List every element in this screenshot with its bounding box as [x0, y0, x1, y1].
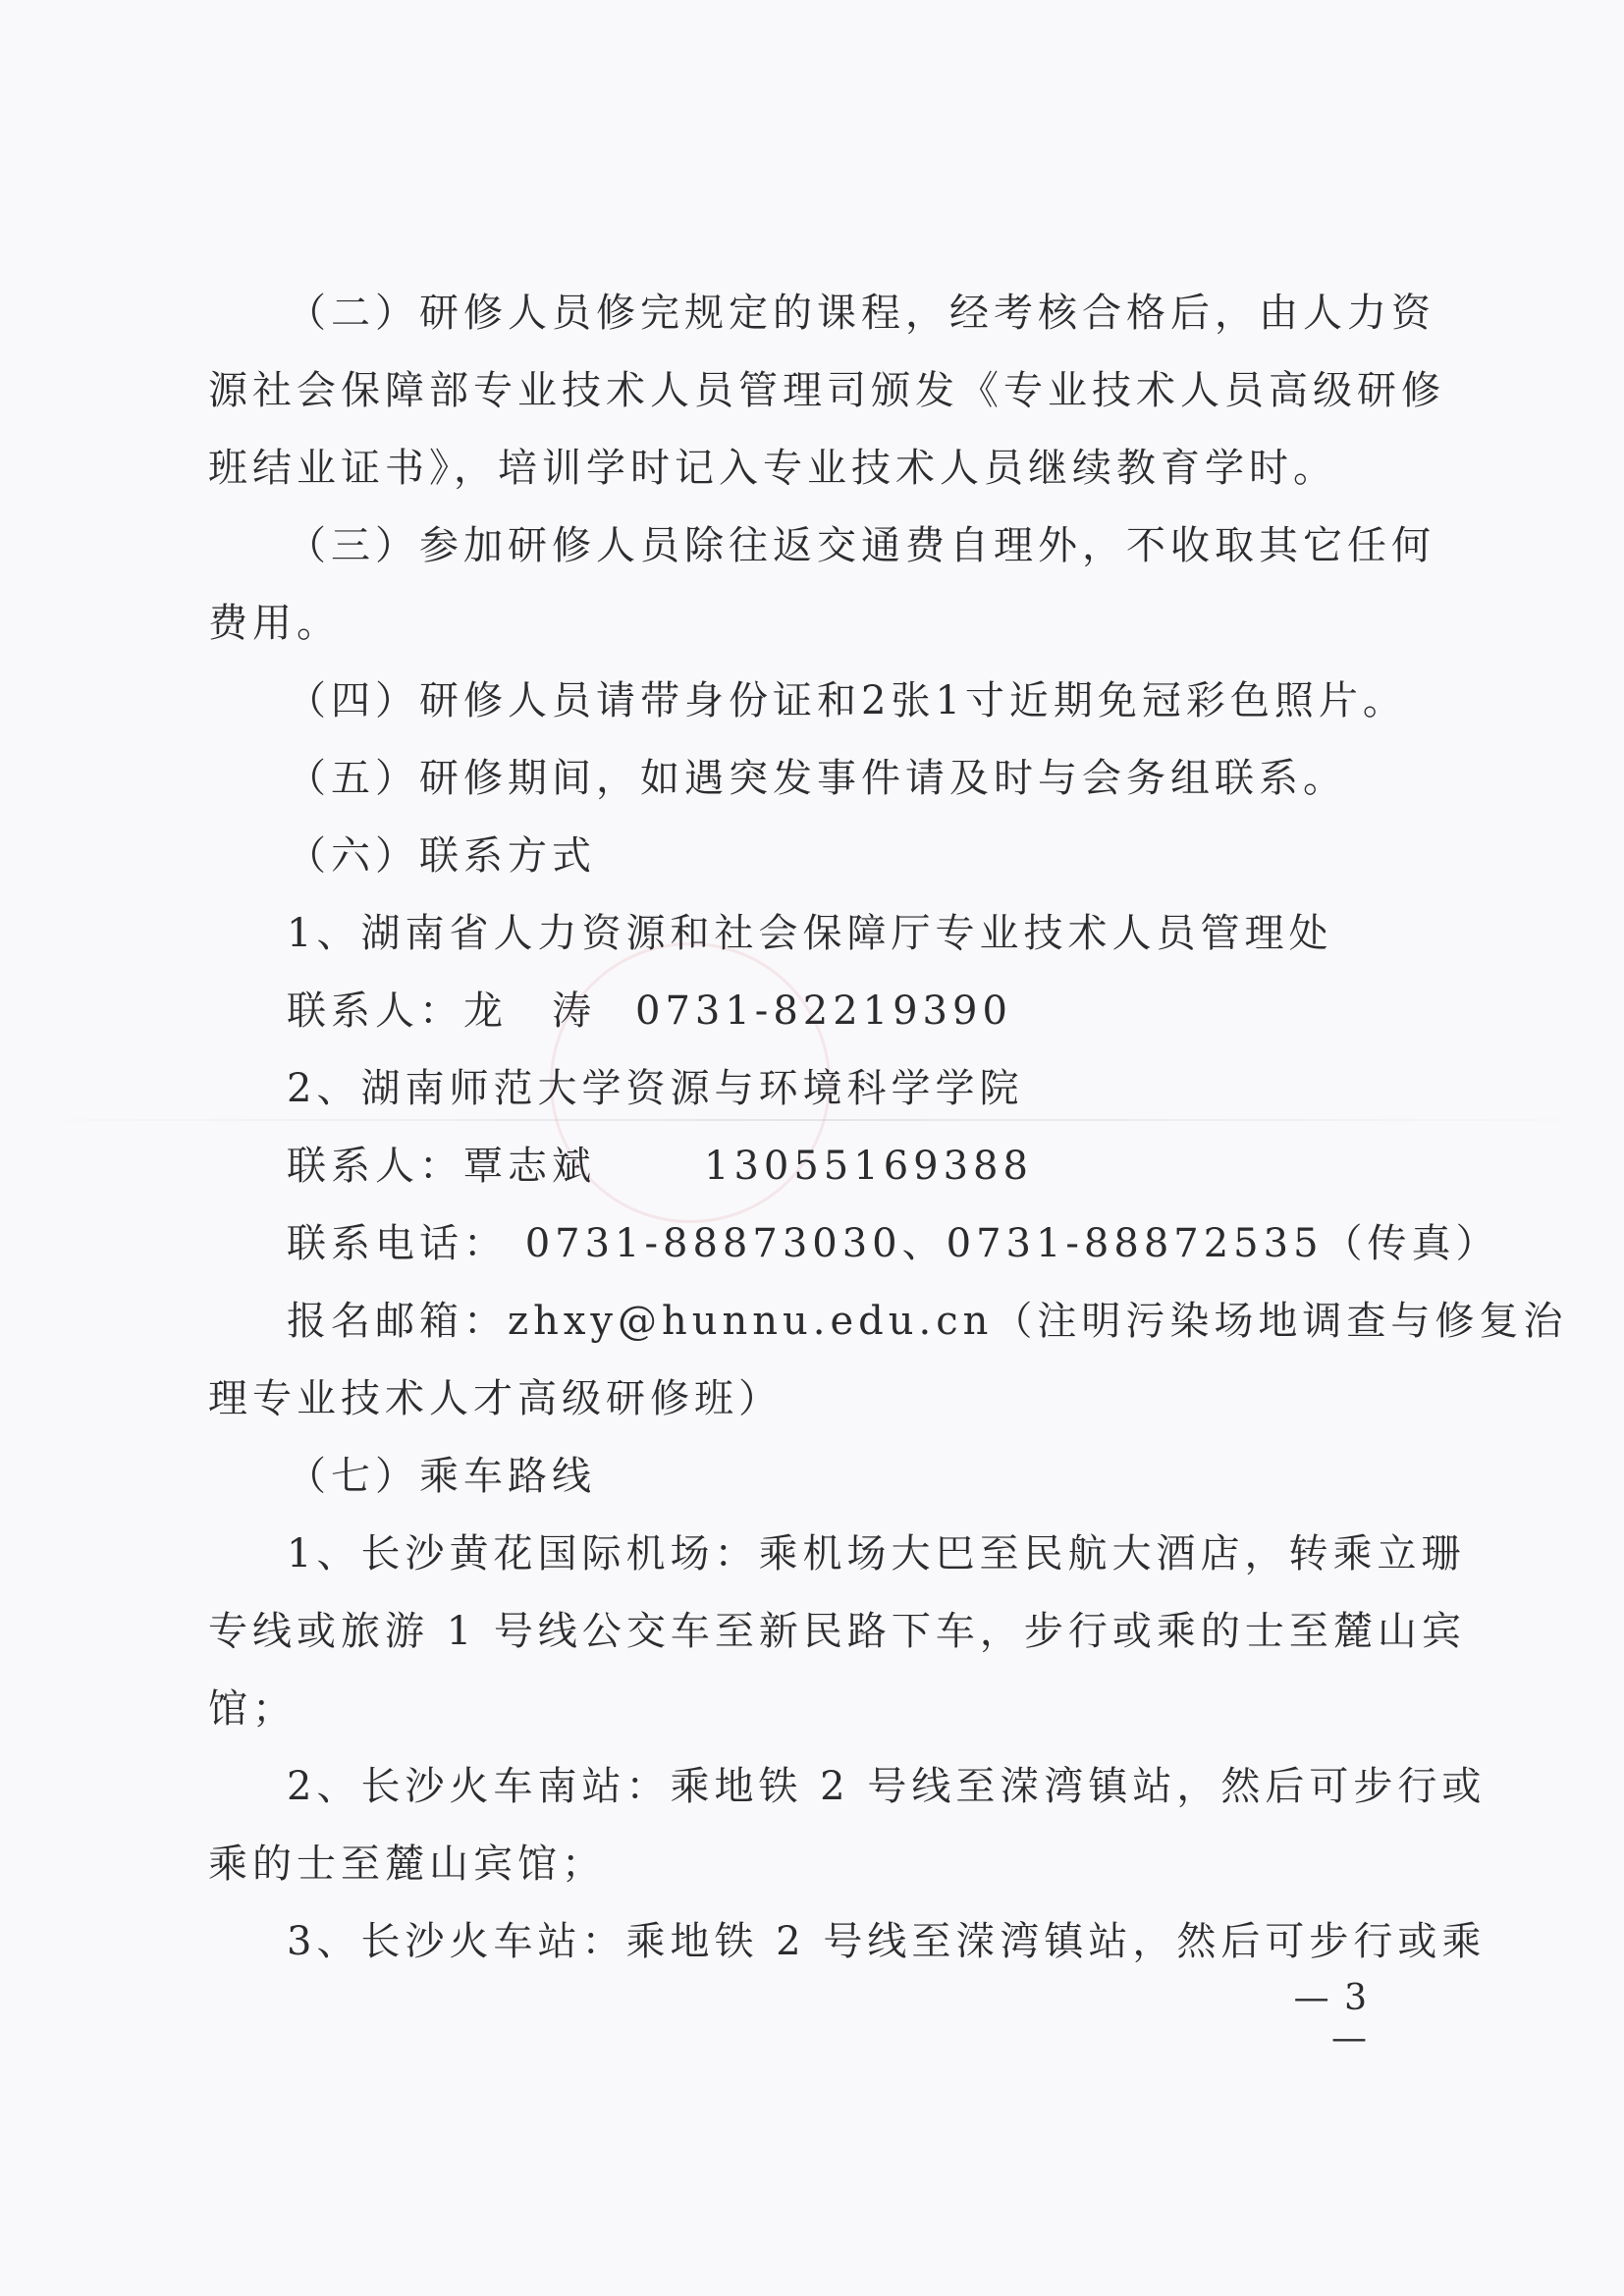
- text-line: 班结业证书》，培训学时记入专业技术人员继续教育学时。: [208, 446, 1337, 491]
- contact-organization: 2、湖南师范大学资源与环境科学学院: [287, 1066, 1024, 1111]
- section-contact: [208, 818, 1568, 1438]
- route-railway-station: 3、长沙火车站：乘地铁 2 号线至溁湾镇站，然后可步行或乘: [287, 1919, 1487, 1964]
- paragraph-emergency: [208, 740, 1367, 818]
- contact-person-line: [208, 1128, 1367, 1205]
- text-line: （五）研修期间，如遇突发事件请及时与会务组联系。: [287, 756, 1347, 801]
- contact-person-name: 联系人：龙 涛: [287, 988, 596, 1034]
- text-line: 费用。: [208, 601, 341, 646]
- contact-phone-line: 联系电话： 0731-88873030、0731-88872535（传真）: [287, 1221, 1500, 1266]
- text-line: 源社会保障部专业技术人员管理司颁发《专业技术人员高级研修: [208, 368, 1445, 413]
- contact-phone: 0731-82219390: [635, 988, 1012, 1034]
- section-heading: （七）乘车路线: [287, 1454, 596, 1499]
- section-routes: [208, 1438, 1487, 1981]
- registration-email-line: 报名邮箱：zhxy@hunnu.edu.cn（注明污染场地调查与修复治: [287, 1299, 1568, 1344]
- route-south-station: 2、长沙火车南站：乘地铁 2 号线至溁湾镇站，然后可步行或: [287, 1764, 1487, 1809]
- text-line: （二）研修人员修完规定的课程，经考核合格后，由人力资: [287, 291, 1435, 336]
- contact-phone: 13055169388: [704, 1144, 1033, 1189]
- paragraph-certificate: [208, 275, 1445, 507]
- page-number: — 3 —: [1293, 1978, 1369, 2058]
- paragraph-documents: [208, 663, 1407, 740]
- section-heading: （六）联系方式: [287, 833, 596, 879]
- contact-person-name: 联系人：覃志斌: [287, 1144, 596, 1189]
- text-line: 专线或旅游 1 号线公交车至新民路下车，步行或乘的士至麓山宾: [208, 1609, 1466, 1654]
- text-line: （四）研修人员请带身份证和2张1寸近期免冠彩色照片。: [287, 678, 1407, 723]
- paragraph-fees: [208, 507, 1435, 663]
- text-line: 理专业技术人才高级研修班）: [208, 1376, 783, 1421]
- text-line: 乘的士至麓山宾馆；: [208, 1842, 606, 1887]
- contact-person-line: [208, 973, 1367, 1050]
- text-line: （三）参加研修人员除往返交通费自理外，不收取其它任何: [287, 523, 1435, 568]
- document-body: [208, 275, 1568, 1981]
- contact-organization: 1、湖南省人力资源和社会保障厅专业技术人员管理处: [287, 911, 1333, 956]
- text-line: 馆；: [208, 1686, 297, 1732]
- route-airport: 1、长沙黄花国际机场：乘机场大巴至民航大酒店，转乘立珊: [287, 1531, 1466, 1576]
